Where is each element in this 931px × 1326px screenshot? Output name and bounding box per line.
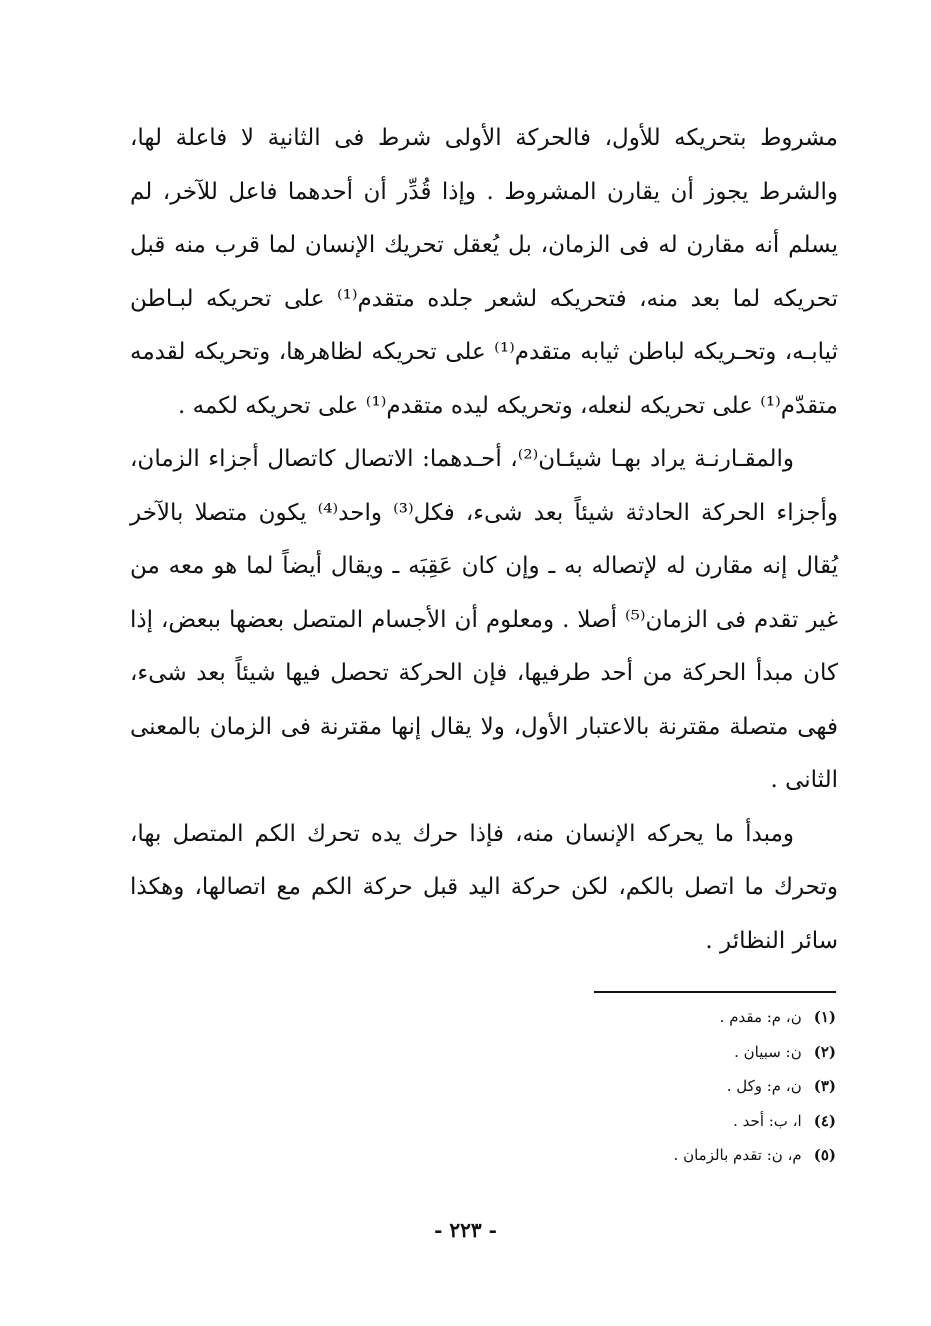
- footnote-item: [560, 1069, 836, 1104]
- footnote-text: ن: سبيان .: [734, 1042, 802, 1061]
- footnote-item: [560, 1035, 836, 1070]
- page-number: - ٢٢٣ -: [434, 1218, 497, 1242]
- footnote-number: (٥): [813, 1146, 836, 1164]
- footnote-item: [560, 1104, 836, 1139]
- footnotes: [560, 1000, 836, 1173]
- footnote-number: (٢): [813, 1042, 836, 1061]
- footnote-number: (٤): [813, 1111, 836, 1130]
- footnote-divider: [594, 991, 836, 993]
- footnote-text: ا، ب: أحد .: [733, 1111, 802, 1130]
- footnote-text: ن، م: وكل .: [726, 1077, 802, 1095]
- paragraph-2: والمقـارنـة يراد بهـا شيئـان⁽²⁾، أحـدهما: الاتصال كاتصال أجزاء الزمان، وأجزاء الحركة الحادثة شيئاً بعد شىء، فكل⁽³⁾ واحد⁽⁴⁾ يكون متصلا بالآخر يُقال إنه مقارن له لإتصاله به ـ وإن كان عَقِبَه ـ ويقال أيضاً لما هو معه من غير تقدم فى الزمان⁽⁵⁾ أصلا . ومعلوم أن الأجسام المتصل بعضها ببعض، إذا كان مبدأ الحركة من أحد طرفيها، فإن الحركة تحصل فيها شيئاً بعد شىء، فهى متصلة مقترنة بالاعتبار الأول، ولا يقال إنها مقترنة فى الزمان بالمعنى الثانى .: [130, 446, 839, 793]
- paragraph-1: مشروط بتحريكه للأول، فالحركة الأولى شرط فى الثانية لا فاعلة لها، والشرط يجوز أن يقارن المشروط . وإذا قُدِّر أن أحدهما فاعل للآخر، لم يسلم أنه مقارن له فى الزمان، بل يُعقل تحريك الإنسان لما قرب منه قبل تحريكه لما بعد منه، فتحريكه لشعر جلده متقدم⁽¹⁾ على تحريكه لبـاطن ثيابـه، وتحـريكه لباطن ثيابه متقدم⁽¹⁾ على تحريكه لظاهرها، وتحريكه لقدمه متقدّم⁽¹⁾ على تحريكه لنعله، وتحريكه ليده متقدم⁽¹⁾ على تحريكه لكمه .: [130, 125, 838, 419]
- main-text: [130, 112, 838, 968]
- footnote-number: (١): [813, 1008, 836, 1026]
- paragraph-3: ومبدأ ما يحركه الإنسان منه، فإذا حرك يده تحرك الكم المتصل بها، وتحرك ما اتصل بالكم، لكن حركة اليد قبل حركة الكم مع اتصالها، وهكذا سائر النظائر .: [130, 820, 838, 954]
- footnote-number: (٣): [813, 1077, 836, 1095]
- footnote-item: [560, 1000, 836, 1035]
- footnote-text: م، ن: تقدم بالزمان .: [673, 1146, 802, 1164]
- footnote-item: [560, 1138, 836, 1173]
- footnote-text: ن، م: مقدم .: [719, 1008, 802, 1026]
